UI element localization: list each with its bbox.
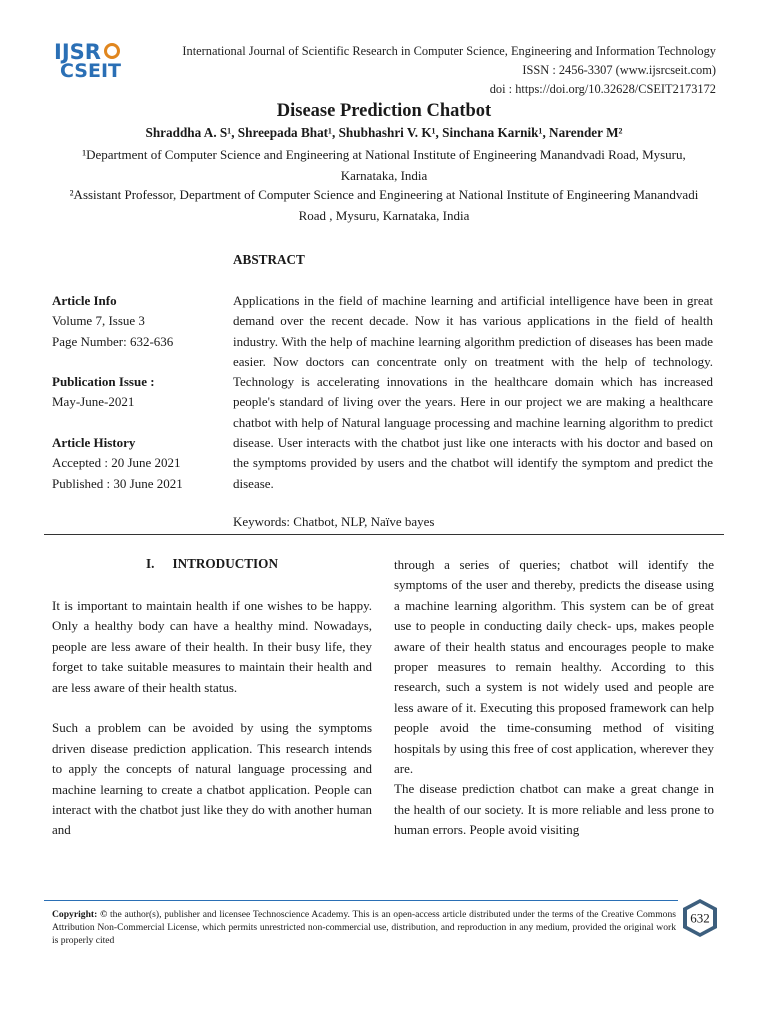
doi: doi : https://doi.org/10.32628/CSEIT2173172	[489, 82, 716, 96]
article-history-heading: Article History	[52, 435, 136, 451]
paper-title: Disease Prediction Chatbot	[276, 101, 492, 121]
copyright-text: the author(s), publisher and licensee Technoscience Academy. This is an open-access article distributed under the terms of the Creative Commons Attribution Non-Commercial License, which permits unrestricted non-commercial use, distribution, and reproduction in any medium, provided the original work is properly cited	[52, 909, 676, 946]
paragraph: It is important to maintain health if one wishes to be happy. Only a healthy body can have a healthy mind. Nowadays, people are less aware of their health. In their busy life, they forget to take suitable measures to maintain their health and are less aware of their health status.	[52, 598, 372, 695]
section-divider	[44, 534, 724, 535]
publication-issue-heading: Publication Issue :	[52, 374, 155, 390]
column-left	[52, 596, 372, 841]
page-number-range: Page Number: 632-636	[52, 333, 174, 349]
issn: ISSN : 2456-3307 (www.ijsrcseit.com)	[522, 63, 716, 77]
journal-logo	[52, 40, 134, 82]
page-number: 632	[690, 910, 710, 926]
accepted-date: Accepted : 20 June 2021	[52, 455, 181, 471]
publication-issue: May-June-2021	[52, 394, 135, 410]
copyright-notice	[52, 908, 676, 947]
logo-ring-icon	[104, 43, 120, 59]
page-number-badge	[681, 898, 719, 938]
affiliation-1: ¹Department of Computer Science and Engineering at National Institute of Engineering Manandvadi Road, Mysuru, Karnataka, India	[82, 147, 686, 183]
paragraph: Such a problem can be avoided by using the symptoms driven disease prediction application. This research intends to apply the concepts of natural language processing and machine learning to create a chatbot application. People can interact with the chatbot just like they do with another human and	[52, 720, 372, 838]
published-date: Published : 30 June 2021	[52, 475, 183, 491]
affiliation-2: ²Assistant Professor, Department of Computer Science and Engineering at National Institute of Engineering Manandvadi Road , Mysuru, Karnataka, India	[69, 187, 699, 223]
journal-name: International Journal of Scientific Research in Computer Science, Engineering and Information Technology	[182, 44, 716, 58]
section-number: I.	[146, 556, 155, 571]
paragraph: The disease prediction chatbot can make a great change in the health of our society. It is more reliable and less prone to human errors. People avoid visiting	[394, 781, 714, 838]
article-info	[52, 291, 227, 494]
logo-bottom-text: CSEIT	[60, 60, 121, 82]
article-info-heading: Article Info	[52, 293, 117, 308]
footer-divider	[44, 900, 678, 901]
abstract-text: Applications in the field of machine learning and artificial intelligence have been in great demand over the recent decade. Now it has various applications in the field of health industry. With the help of machine learning algorithm prediction of diseases has been made easier. Now doctors can concentrate only on treatment with the help of technology. Technology is accelerating innovations in the healthcare domain which has increased people's standard of living over the years. Here in our project we are making a healthcare chatbot with help of Natural language processing and machine learning algorithm to predict disease. User interacts with the chatbot just like one interacts with his doctor and based on the symptoms provided by users and the chatbot will identify the symptom and predict the disease.	[233, 293, 713, 491]
section-title: INTRODUCTION	[172, 556, 278, 571]
column-right	[394, 555, 714, 841]
copyright-label: Copyright: ©	[52, 909, 108, 920]
abstract-heading: ABSTRACT	[233, 252, 305, 267]
authors: Shraddha A. S¹, Shreepada Bhat¹, Shubhashri V. K¹, Sinchana Karnik¹, Narender M²	[145, 125, 623, 140]
logo-top-text: IJSR	[54, 40, 101, 64]
keywords: Keywords: Chatbot, NLP, Naïve bayes	[233, 514, 435, 529]
introduction-heading	[52, 556, 372, 572]
volume: Volume 7, Issue 3	[52, 313, 145, 329]
paragraph: through a series of queries; chatbot will identify the symptoms of the user and thereby, predicts the disease using a machine learning algorithm. This system can be of great use to people in conducting daily check- ups, makes people aware of their health status and encourages people to make proper measures to remain healthy. According to this research, such a system is not widely used and people are less aware of it. Executing this proposed framework can help people avoid the time-consuming method of visiting hospitals by using this free of cost application, wherever they are.	[394, 557, 714, 777]
